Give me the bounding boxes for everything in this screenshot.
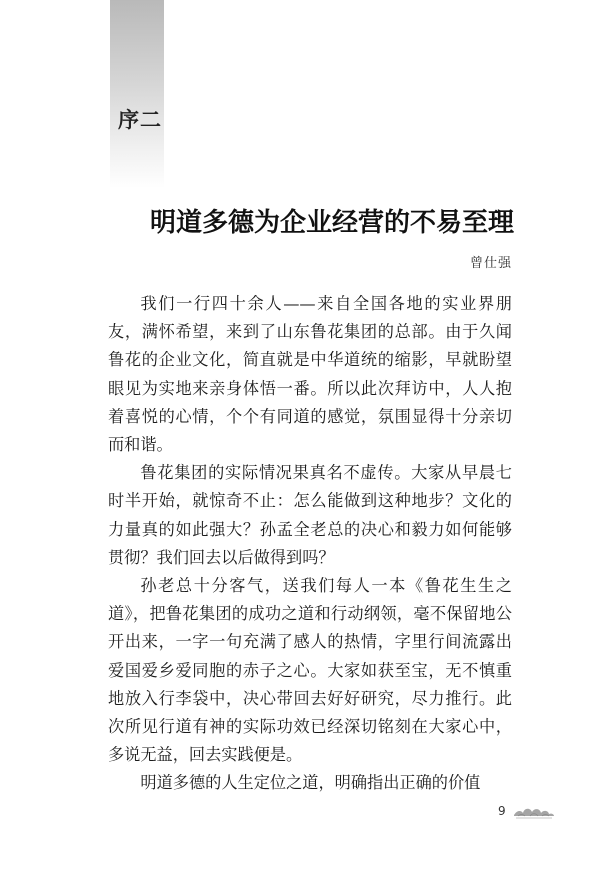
paragraph-3: 孙老总十分客气，送我们每人一本《鲁花生生之道》，把鲁花集团的成功之道和行动纲领，毫不保留地公开出来，一字一句充满了感人的热情，字里行间流露出爱国爱乡爱同胞的赤子之心。大家如获至宝，无不慎重地放入行李袋中，决心带回去好好研究，尽力推行。此次所见行道有神的实际功效已经深切铭刻在大家心中，多说无益，回去实践便是。 [108, 576, 512, 765]
author-name: 曾仕强 [469, 256, 512, 271]
paragraph-2: 鲁花集团的实际情况果真名不虚传。大家从早晨七时半开始，就惊奇不止：怎么能做到这种地步？文化的力量真的如此强大？孙孟全老总的决心和毅力如何能够贯彻？我们回去以后做得到吗？ [108, 463, 512, 567]
section-tab-band [110, 0, 164, 188]
section-label: 序二 [118, 107, 162, 132]
cloud-ornament-icon [512, 803, 556, 821]
body-text [108, 290, 512, 798]
chapter-title: 明道多德为企业经营的不易至理 [150, 208, 515, 238]
paragraph-4: 明道多德的人生定位之道，明确指出正确的价值 [140, 773, 481, 793]
page-number: 9 [498, 804, 506, 818]
paragraph-1: 我们一行四十余人——来自全国各地的实业界朋友，满怀希望，来到了山东鲁花集团的总部。由于久闻鲁花的企业文化，简直就是中华道统的缩影，早就盼望眼见为实地来亲身体悟一番。所以此次拜访中，人人抱着喜悦的心情，个个有同道的感觉，氛围显得十分亲切而和谐。 [108, 294, 512, 455]
